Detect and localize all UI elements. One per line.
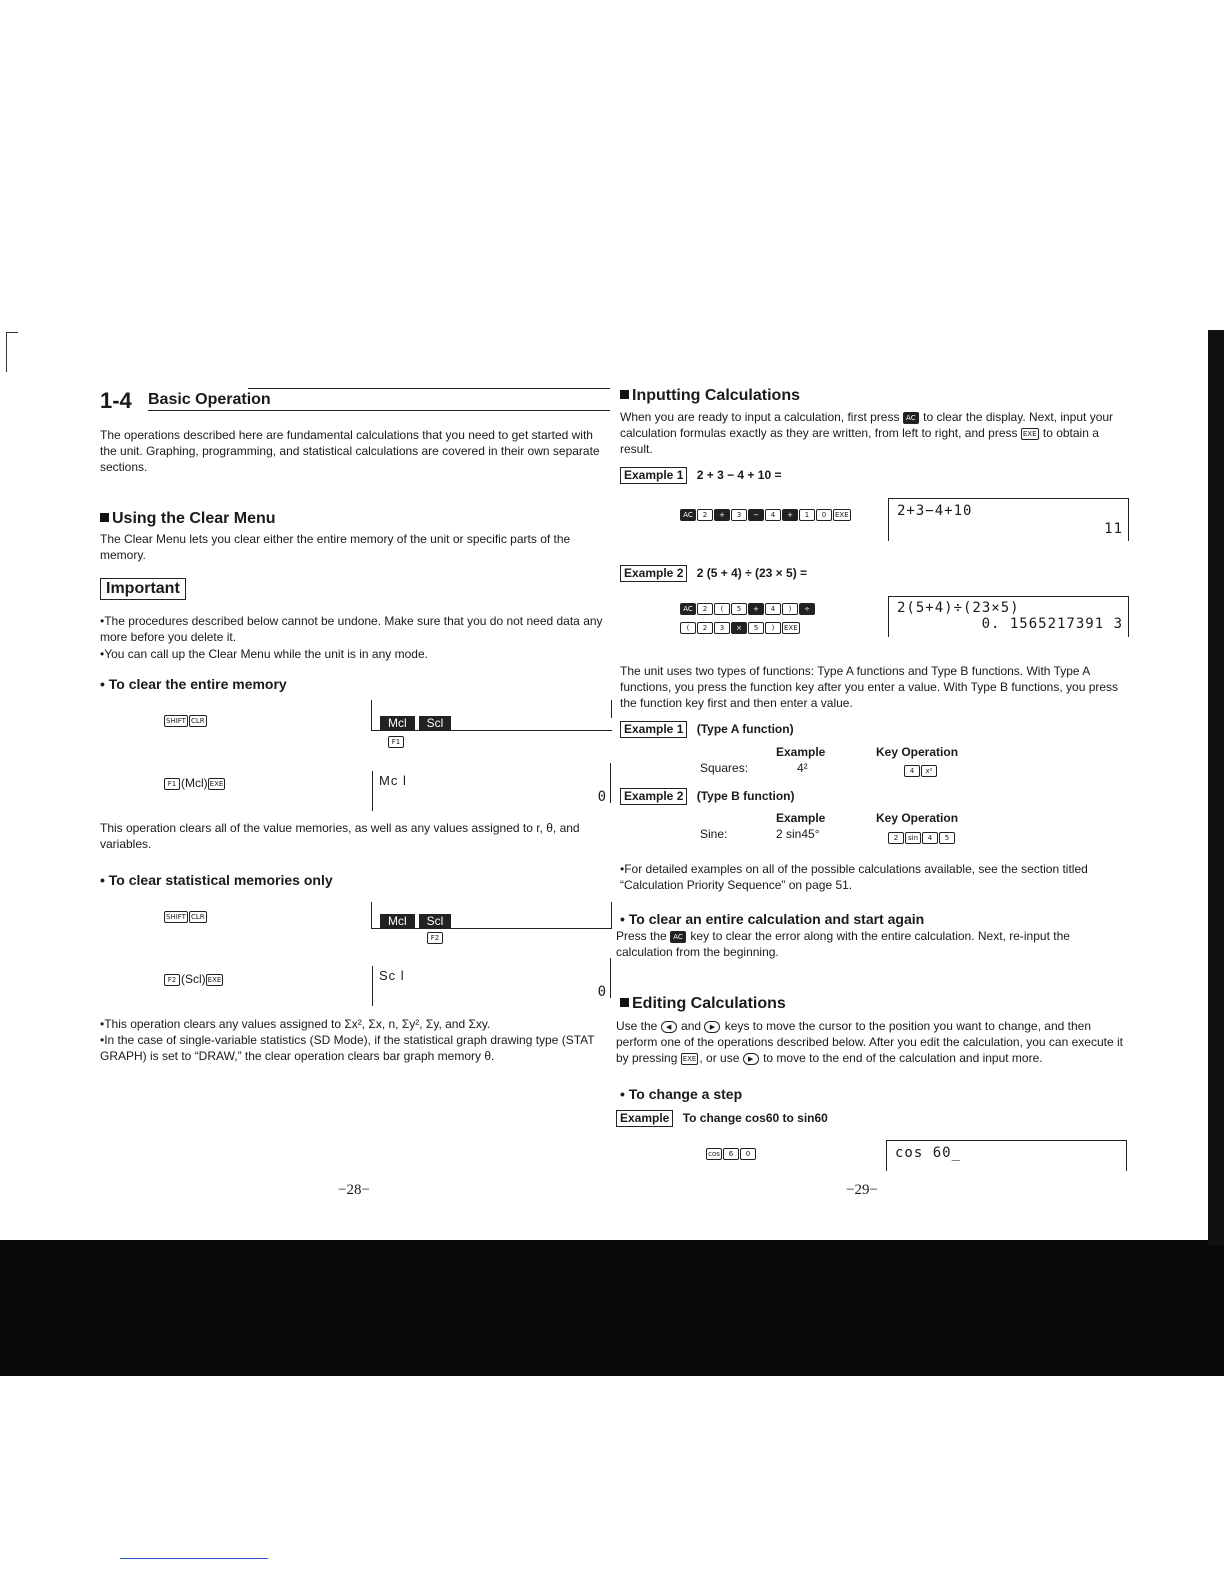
scan-bar-bottom xyxy=(0,1240,1224,1376)
entire-memory-heading: • To clear the entire memory xyxy=(100,676,287,692)
typeA-row-name: Squares: xyxy=(700,761,749,775)
display-line-2: 0. 1565217391 3 xyxy=(981,616,1123,632)
typeA-example: Example 1 (Type A function) xyxy=(620,721,794,738)
calc-key: ) xyxy=(765,622,781,634)
important-item-2: •You can call up the Clear Menu while the unit is in any mode. xyxy=(100,647,428,661)
calc-key: 3 xyxy=(731,509,747,521)
cursor-right-key: ▶ xyxy=(704,1021,720,1033)
square-bullet-icon xyxy=(620,998,629,1007)
stat-step1-keys xyxy=(164,908,208,926)
display-value: 0 xyxy=(597,984,607,1000)
calc-key: + xyxy=(748,603,764,615)
stat-note-2: •In the case of single-variable statistics (SD Mode), if the statistical graph drawing type (STAT GRAPH) is set to “DRAW,” the clear operation clears bar graph memory θ. xyxy=(100,1033,595,1063)
display-line-2: 11 xyxy=(1104,521,1123,537)
calc-key: 2 xyxy=(697,603,713,615)
ac-key: AC xyxy=(903,412,919,424)
typeB-row-name: Sine: xyxy=(700,827,728,841)
calc-key: AC xyxy=(680,603,696,615)
example-tag: Example xyxy=(616,1110,673,1127)
example-tag: Example 1 xyxy=(620,721,687,738)
important-box: Important xyxy=(100,578,186,600)
typeB-example: Example 2 (Type B function) xyxy=(620,788,794,805)
exe-key: EXE xyxy=(1022,429,1037,438)
exe-key: EXE xyxy=(209,779,224,788)
calc-key: ) xyxy=(782,603,798,615)
page-number-right: −29− xyxy=(846,1182,878,1198)
stat-step2: F2 (Scl) EXE xyxy=(164,972,224,986)
function-types-text: The unit uses two types of functions: Type A functions and Type B functions. With Type A functions, you press the function key after you enter a value. With Type B functions, you press the function key first and then enter a value. xyxy=(620,664,1119,710)
example1 xyxy=(620,467,781,484)
calc-key: AC xyxy=(680,509,696,521)
ex1-display xyxy=(888,498,1129,541)
example-expression: 2 (5 + 4) ÷ (23 × 5) = xyxy=(696,566,808,580)
typeB-row-example: 2 sin45° xyxy=(776,827,820,841)
section-number: 1-4 xyxy=(100,388,132,413)
example-tag: Example 1 xyxy=(620,467,687,484)
detail-note: •For detailed examples on all of the possible calculations available, see the section titled “Calculation Priority Sequence” on page 51. xyxy=(620,862,1088,892)
display-line-1: 2(5+4)÷(23×5) xyxy=(897,600,1020,616)
exe-key: EXE xyxy=(207,975,222,984)
calc-key: 4 xyxy=(765,603,781,615)
clear-menu-text: The Clear Menu lets you clear either the entire memory of the unit or specific parts of the memory. xyxy=(100,532,571,562)
display-line-1: cos 60_ xyxy=(895,1145,962,1161)
intro-text: The operations described here are fundamental calculations that you need to get started with the unit. Graphing, programming, and statistical calculations are covered in their own separate sections. xyxy=(100,428,600,474)
calc-key: 2 xyxy=(697,509,713,521)
example-tag: Example 2 xyxy=(620,788,687,805)
entire-step1-keys xyxy=(164,712,208,730)
editing-text: Use the ◀ and ▶ keys to move the cursor to the position you want to change, and then perform one of the operations described below. After you edit the calculation, you can execute it by pressing EXE , or use ▶ to move to the end of the calculation and input more. xyxy=(616,1019,1123,1065)
footer-link-line xyxy=(120,1558,268,1559)
section-rule-top xyxy=(248,388,610,389)
section-title: Basic Operation xyxy=(148,391,271,408)
shift-key: SHIFT xyxy=(166,912,186,921)
col-keyop-header: Key Operation xyxy=(876,811,959,825)
clr-key: CLR xyxy=(190,716,205,725)
crop-mark xyxy=(6,332,7,372)
menu-item-scl: Scl xyxy=(419,914,452,928)
f2-key: F2 xyxy=(164,974,180,986)
menu-item-mcl: Mcl xyxy=(380,914,415,928)
scan-edge-right xyxy=(1208,330,1224,1245)
typeA-keys: 4 x² xyxy=(904,762,938,780)
f1-key: F1 xyxy=(388,736,404,748)
calc-key: ( xyxy=(714,603,730,615)
f2-key: F2 xyxy=(427,932,443,944)
f1-key: F1 xyxy=(164,778,180,790)
ex2-keys-row2 xyxy=(680,619,801,637)
calc-key: EXE xyxy=(835,510,849,519)
important-item-1: •The procedures described below cannot be undone. Make sure that you do not need data any more before you delete it. xyxy=(100,614,603,644)
section-header xyxy=(100,388,610,414)
col-keyop-header: Key Operation xyxy=(876,745,959,759)
shift-key: SHIFT xyxy=(166,716,186,725)
menu-item-mcl: Mcl xyxy=(380,716,415,730)
entire-step2: F1 (Mcl) EXE xyxy=(164,776,226,790)
calc-key: × xyxy=(731,622,747,634)
change-step-heading: • To change a step xyxy=(620,1086,743,1102)
stat-result-display xyxy=(372,966,611,1006)
calc-key: 0 xyxy=(816,509,832,521)
calc-key: 3 xyxy=(714,622,730,634)
example-expression: 2 + 3 − 4 + 10 = xyxy=(696,468,782,482)
change-example: Example To change cos60 to sin60 xyxy=(616,1110,828,1127)
calc-key: + xyxy=(782,509,798,521)
typeA-row-example: 4² xyxy=(797,761,808,775)
change-keys: cos 6 0 xyxy=(706,1145,757,1163)
crop-mark xyxy=(6,332,18,333)
inputting-heading: Inputting Calculations xyxy=(620,387,800,405)
calc-key: EXE xyxy=(784,623,798,632)
calc-key: + xyxy=(714,509,730,521)
ac-key: AC xyxy=(670,931,686,943)
inputting-text: When you are ready to input a calculation, first press AC to clear the display. Next, input your calculation formulas exactly as they are written, from left to right, and press EXE to obtain a result. xyxy=(620,410,1114,456)
ex2-display xyxy=(888,596,1129,637)
entire-note: This operation clears all of the value memories, as well as any values assigned to r, θ, and variables. xyxy=(100,821,580,851)
square-bullet-icon xyxy=(100,513,109,522)
entire-menu-display xyxy=(371,700,612,731)
calc-key: 5 xyxy=(731,603,747,615)
col-example-header: Example xyxy=(776,745,826,759)
cursor-right-key: ▶ xyxy=(743,1053,759,1065)
ex1-keys xyxy=(680,506,852,524)
clear-menu-heading: Using the Clear Menu xyxy=(100,510,276,528)
change-display xyxy=(886,1140,1127,1171)
display-line-1: 2+3−4+10 xyxy=(897,503,973,519)
clr-key: CLR xyxy=(190,912,205,921)
clear-entire-heading: • To clear an entire calculation and start again xyxy=(620,911,925,927)
calc-key: 1 xyxy=(799,509,815,521)
editing-heading: Editing Calculations xyxy=(620,995,786,1013)
example2 xyxy=(620,565,807,582)
calc-key: − xyxy=(748,509,764,521)
clear-entire-text: Press the AC key to clear the error along with the entire calculation. Next, re-input the calculation from the beginning. xyxy=(616,929,1070,959)
exe-key: EXE xyxy=(682,1054,697,1063)
menu-item-scl: Scl xyxy=(419,716,452,730)
example-tag: Example 2 xyxy=(620,565,687,582)
calc-key: 5 xyxy=(748,622,764,634)
calc-key: ( xyxy=(680,622,696,634)
ex2-keys-row1 xyxy=(680,600,816,618)
display-text: Mc l xyxy=(379,773,407,788)
col-example-header: Example xyxy=(776,811,826,825)
cursor-left-key: ◀ xyxy=(661,1021,677,1033)
typeB-keys: 2 sin 4 5 xyxy=(888,829,956,847)
section-rule xyxy=(148,410,610,411)
stat-memory-heading: • To clear statistical memories only xyxy=(100,872,333,888)
stat-menu-display xyxy=(371,902,612,929)
calc-key: 2 xyxy=(697,622,713,634)
entire-result-display xyxy=(372,771,611,811)
page-number-left: −28− xyxy=(338,1182,370,1198)
stat-note-1: •This operation clears any values assigned to Σx², Σx, n, Σy², Σy, and Σxy. xyxy=(100,1017,491,1031)
display-value: 0 xyxy=(597,789,607,805)
square-bullet-icon xyxy=(620,390,629,399)
calc-key: 4 xyxy=(765,509,781,521)
display-text: Sc l xyxy=(379,968,405,983)
calc-key: ÷ xyxy=(799,603,815,615)
